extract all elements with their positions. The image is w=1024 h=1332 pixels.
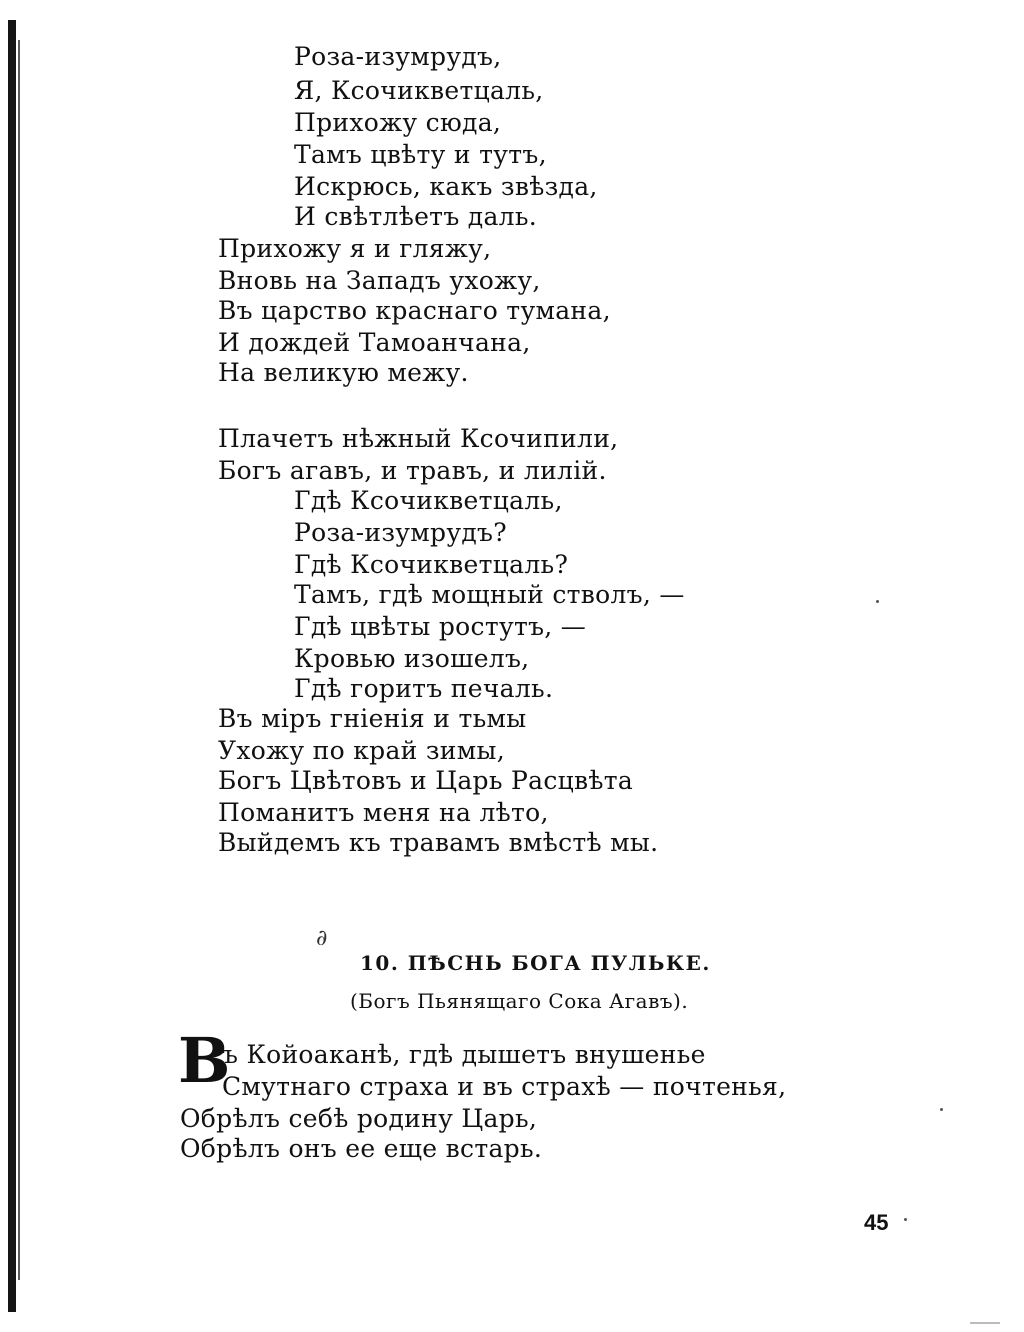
poem-line: Вновь на Западъ ухожу, bbox=[218, 266, 541, 295]
scan-speck bbox=[970, 1322, 1000, 1324]
page-number: 45 bbox=[864, 1210, 889, 1235]
poem-line: ъ Койоаканѣ, гдѣ дышетъ внушенье bbox=[222, 1040, 706, 1069]
poem-line: Плачетъ нѣжный Ксочипили, bbox=[218, 424, 619, 453]
poem-line: Богъ Цвѣтовъ и Царь Расцвѣта bbox=[218, 766, 634, 795]
poem-line: Ухожу по край зимы, bbox=[218, 736, 505, 765]
poem-line: И свѣтлѣетъ даль. bbox=[294, 202, 538, 231]
poem-line: Поманитъ меня на лѣто, bbox=[218, 798, 549, 827]
poem-line: Въ міръ гніенія и тьмы bbox=[218, 704, 527, 733]
scan-speck bbox=[940, 1108, 943, 1111]
poem-line: И дождей Тамоанчана, bbox=[218, 328, 531, 357]
page-binding-shadow bbox=[18, 40, 20, 1280]
poem-line: Тамъ цвѣту и тутъ, bbox=[294, 140, 547, 169]
poem-line: Выйдемъ къ травамъ вмѣстѣ мы. bbox=[218, 828, 659, 857]
section-title: 10. ПѢСНЬ БОГА ПУЛЬКЕ. bbox=[360, 951, 711, 975]
poem-line: Гдѣ цвѣты ростутъ, — bbox=[294, 612, 587, 641]
poem-line: Смутнаго страха и въ страхѣ — почтенья, bbox=[222, 1072, 787, 1101]
poem-line: Тамъ, гдѣ мощный стволъ, — bbox=[294, 580, 685, 609]
poem-line: Гдѣ Ксочикветцаль, bbox=[294, 486, 563, 515]
poem-line: Кровью изошелъ, bbox=[294, 644, 530, 673]
ink-mark: ∂ bbox=[316, 926, 328, 951]
scan-speck bbox=[876, 600, 879, 603]
poem-line: Гдѣ горитъ печаль. bbox=[294, 674, 554, 703]
poem-line: На великую межу. bbox=[218, 358, 469, 387]
poem-line: Прихожу я и гляжу, bbox=[218, 234, 492, 263]
poem-line: Роза-изумрудъ, bbox=[294, 42, 502, 71]
poem-line: Я, Ксочикветцаль, bbox=[294, 76, 544, 105]
drop-cap: В bbox=[178, 1024, 231, 1097]
poem-line: Искрюсь, какъ звѣзда, bbox=[294, 172, 598, 201]
poem-line: Обрѣлъ онъ ее еще встарь. bbox=[180, 1134, 543, 1163]
poem-line: Прихожу сюда, bbox=[294, 108, 502, 137]
poem-line: Роза-изумрудъ? bbox=[294, 518, 507, 547]
section-subtitle: (Богъ Пьянящаго Сока Агавъ). bbox=[350, 989, 689, 1013]
poem-line: Обрѣлъ себѣ родину Царь, bbox=[180, 1104, 538, 1133]
page-binding-edge bbox=[8, 20, 16, 1312]
poem-line: Гдѣ Ксочикветцаль? bbox=[294, 550, 569, 579]
poem-line: Богъ агавъ, и травъ, и лилій. bbox=[218, 456, 607, 485]
scan-speck bbox=[904, 1218, 907, 1221]
poem-line: Въ царство краснаго тумана, bbox=[218, 296, 611, 325]
